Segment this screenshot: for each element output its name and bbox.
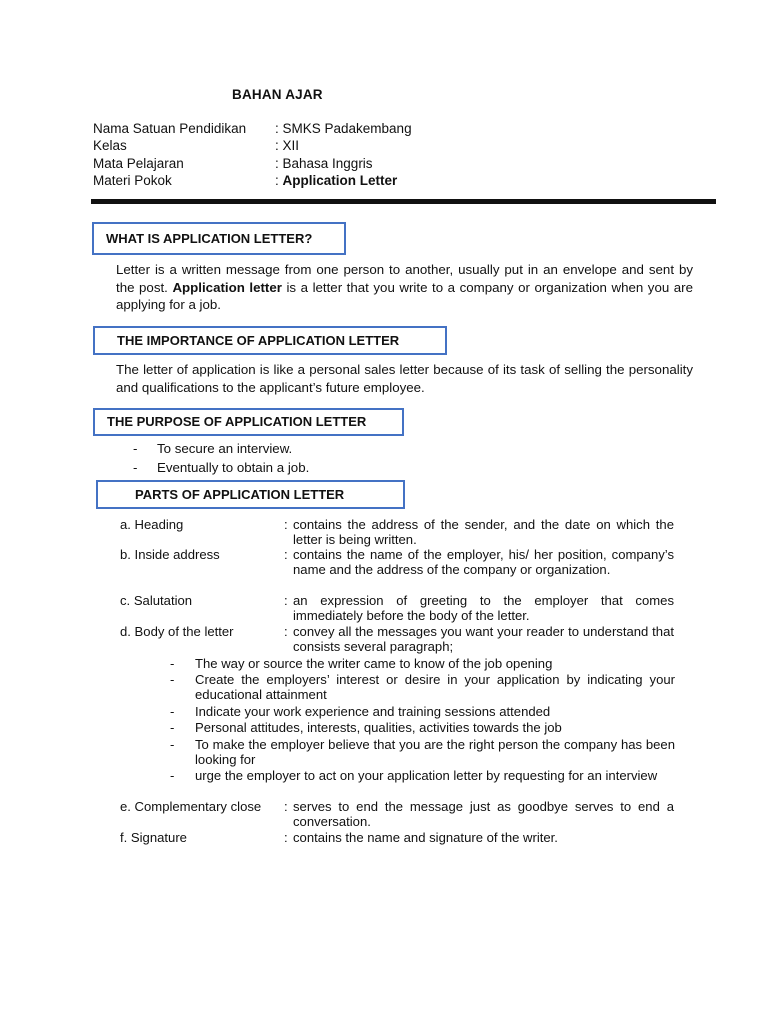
meta-label: Materi Pokok <box>93 173 172 188</box>
section-heading-parts: PARTS OF APPLICATION LETTER <box>96 480 405 509</box>
header-divider <box>91 199 716 204</box>
meta-label: Nama Satuan Pendidikan <box>93 121 247 136</box>
what-is-paragraph: Letter is a written message from one person to another, usually put in an envelope and sent by the post. Application letter is a letter that you write to a company or organization when you are applying for a job. <box>116 262 694 312</box>
meta-value: : SMKS Padakembang <box>275 121 412 136</box>
meta-value: : XII <box>275 138 300 153</box>
section-heading-purpose: THE PURPOSE OF APPLICATION LETTER <box>93 408 404 436</box>
topic-value: Application Letter <box>282 173 398 188</box>
meta-value: : Application Letter <box>275 173 398 188</box>
meta-value: : Bahasa Inggris <box>275 156 373 171</box>
section-heading-importance: THE IMPORTANCE OF APPLICATION LETTER <box>93 326 447 355</box>
importance-paragraph: The letter of application is like a personal sales letter because of its task of selling the personality and qualifications to the applicant’s future employee. <box>116 362 693 395</box>
section-heading-what-is: WHAT IS APPLICATION LETTER? <box>92 222 346 255</box>
document-title: BAHAN AJAR <box>232 87 323 102</box>
application-letter-term: Application letter <box>172 279 282 295</box>
meta-label: Kelas <box>93 138 127 153</box>
meta-label: Mata Pelajaran <box>93 156 184 171</box>
